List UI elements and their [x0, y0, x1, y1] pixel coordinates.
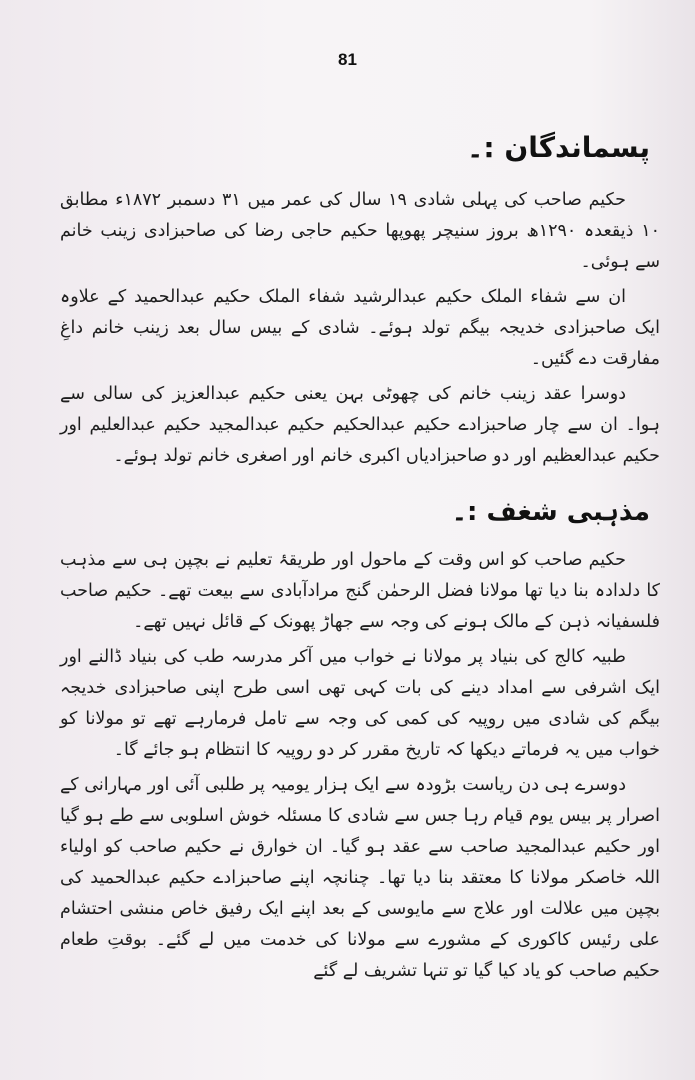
section-heading-survivors: پسماندگان :۔ [466, 131, 650, 164]
paragraph-second-marriage: دوسرا عقد زینب خانم کی چھوٹی بہن یعنی حکیم عبدالعزیز کی سالی سے ہوا۔ ان سے چار صاحبزادے حکیم عبدالحکیم حکیم عبدالمجید حکیم عبدالعلیم اور حکیم عبدالعظیم اور دو صاحبزادیاں اکبری خانم اور اصغری خانم تولد ہوئے۔ [60, 384, 660, 467]
section-heading-religious-devotion: مذہبی شغف :۔ [451, 497, 650, 528]
page-content [60, 110, 660, 993]
paragraph-baroda-invitation: دوسرے ہی دن ریاست بڑودہ سے ایک ہزار یومیہ پر طلبی آئی اور مہارانی کے اصرار پر بیس یوم قیام رہا جس سے شادی کا مسئلہ خوش اسلوبی سے طے ہو گیا اور حکیم عبدالمجید صاحب سے عقد ہو گیا۔ ان خوارق نے حکیم صاحب کو اولیاء اللہ خاصکر مولانا کا معتقد بنا دیا تھا۔ چنانچہ اپنے صاحبزادے حکیم عبدالحمید کی بچپن میں علالت اور علاج سے مایوسی کے بعد اپنے ایک رفیق خاص منشی احتشام علی رئیس کاکوری کے مشورے سے مولانا کی خدمت میں لے گئے۔ بوقتِ طعام حکیم صاحب کو یاد کیا گیا تو تنہا تشریف لے گئے [60, 774, 660, 981]
paragraph-religious-upbringing: حکیم صاحب کو اس وقت کے ماحول اور طریقۂ تعلیم نے بچپن ہی سے مذہب کا دلدادہ بنا دیا تھا مولانا فضل الرحمٰن گنج مرادآبادی سے بیعت تھے۔ حکیم صاحب فلسفیانہ ذہن کے مالک ہونے کی وجہ سے جھاڑ پھونک کے قائل نہیں تھے۔ [60, 549, 660, 632]
paragraph-first-marriage: حکیم صاحب کی پہلی شادی ۱۹ سال کی عمر میں ۳۱ دسمبر ۱۸۷۲ء مطابق ۱۰ ذیقعدہ ۱۲۹۰ھ بروز سنیچر پھوپھا حکیم حاجی رضا کی صاحبزادی زینب خانم سے ہوئی۔ [60, 190, 660, 273]
page-number: 81 [338, 50, 357, 69]
paragraph-first-children: ان سے شفاء الملک حکیم عبدالرشید شفاء الملک حکیم عبدالحمید کے علاوہ ایک صاحبزادی خدیجہ بیگم تولد ہوئے۔ شادی کے بیس سال بعد زینب خانم داغِ مفارقت دے گئیں۔ [60, 287, 660, 370]
paragraph-college-dream: طبیہ کالج کی بنیاد پر مولانا نے خواب میں آکر مدرسہ طب کی بنیاد ڈالنے اور ایک اشرفی سے امداد دینے کی بات کہی تھی اسی طرح اپنی صاحبزادی خدیجہ بیگم کی شادی میں روپیہ کی کمی کی وجہ سے تامل فرمارہے تھے تو مولانا کو خواب میں یہ فرماتے دیکھا کہ تاریخ مقرر کر دو روپیہ کا انتظام ہو جائے گا۔ [60, 646, 660, 760]
